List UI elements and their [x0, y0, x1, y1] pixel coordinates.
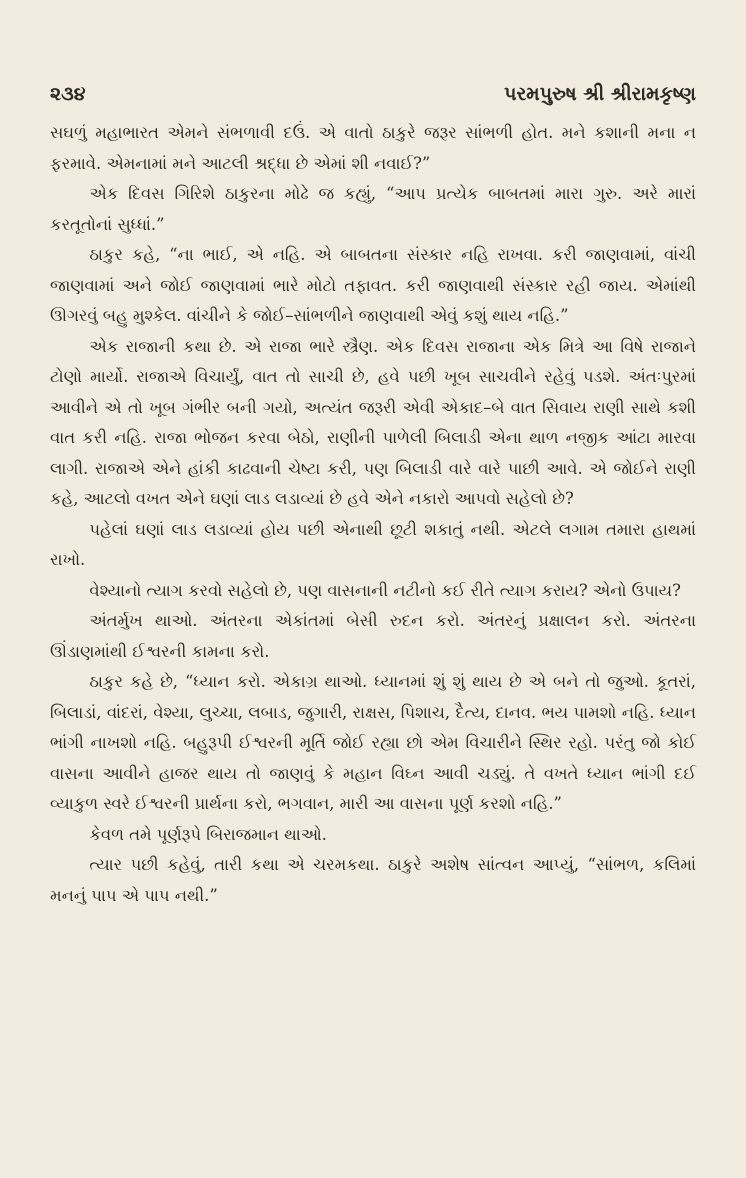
paragraph: સઘળું મહાભારત એમને સંભળાવી દઉં. એ વાતો ઠાકુરે જરૂર સાંભળી હોત. મને કશાની મના ન ફરમાવે. એમનામાં મને આટલી શ્રદ્ધા છે એમાં શી નવાઈ?” [50, 123, 696, 173]
paragraph: પહેલાં ઘણાં લાડ લડાવ્યાં હોય પછી એનાથી છૂટી શકાતું નથી. એટલે લગામ તમારા હાથમાં રાખો. [50, 519, 696, 569]
paragraph: ત્યાર પછી કહેવું, તારી કથા એ ચરમકથા. ઠાકુરે અશેષ સાંત્વન આપ્યું, “સાંભળ, કલિમાં મનનું પાપ એ પાપ નથી.” [50, 855, 696, 905]
paragraph: ઠાકુર કહે છે, “ધ્યાન કરો. એકાગ્ર થાઓ. ધ્યાનમાં શું શું થાય છે એ બને તો જુઓ. કૂતરાં, બિલાડાં, વાંદરાં, વેશ્યા, લુચ્ચા, લબાડ, જુગારી, રાક્ષસ, પિશાચ, દૈત્ય, દાનવ. ભય પામશો નહિ. ધ્યાન ભાંગી નાખશો નહિ. બહુરૂપી ઈશ્વરની મૂર્તિ જોઈ રહ્યા છો એમ વિચારીને સ્થિર રહો. પરંતુ જો કોઈ વાસના આવીને હાજર થાય તો જાણવું કે મહાન વિઘ્ન આવી ચડ્યું. તે વખતે ધ્યાન ભાંગી દઈ વ્યાકુળ સ્વરે ઈશ્વરની પ્રાર્થના કરો, ભગવાન, મારી આ વાસના પૂર્ણ કરશો નહિ.” [50, 672, 696, 813]
paragraph: ઠાકુર કહે, “ના ભાઈ, એ નહિ. એ બાબતના સંસ્કાર નહિ રાખવા. કરી જાણવામાં, વાંચી જાણવામાં અને જોઈ જાણવામાં ભારે મોટો તફાવત. કરી જાણવાથી સંસ્કાર રહી જાય. એમાંથી ઊગરવું બહુ મુશ્કેલ. વાંચીને કે જોઈ–સાંભળીને જાણવાથી એવું કશું થાય નહિ.” [50, 245, 696, 325]
paragraph: એક દિવસ ગિરિશે ઠાકુરના મોઢે જ કહ્યું, “આપ પ્રત્યેક બાબતમાં મારા ગુરુ. અરે મારાં કરતૂતોનાં સુધ્ધાં.” [50, 184, 696, 234]
paragraph: કેવળ તમે પૂર્ણરૂપે બિરાજમાન થાઓ. [89, 824, 327, 844]
paragraph: વેશ્યાનો ત્યાગ કરવો સહેલો છે, પણ વાસનાની નટીનો કઈ રીતે ત્યાગ કરાય? એનો ઉપાય? [89, 580, 681, 600]
paragraph: અંતર્મુખ થાઓ. અંતરના એકાંતમાં બેસી રુદન કરો. અંતરનું પ્રક્ષાલન કરો. અંતરના ઊંડાણમાંથી ઈશ્વરની કામના કરો. [50, 611, 696, 661]
page-body [50, 118, 696, 911]
paragraph: એક રાજાની કથા છે. એ રાજા ભારે સ્ત્રૈણ. એક દિવસ રાજાના એક મિત્રે આ વિષે રાજાને ટોણો માર્યો. રાજાએ વિચાર્યું, વાત તો સાચી છે, હવે પછી ખૂબ સાચવીને રહેવું પડશે. અંતઃપુરમાં આવીને એ તો ખૂબ ગંભીર બની ગયો, અત્યંત જરૂરી એવી એકાદ–બે વાત સિવાય રાણી સાથે કશી વાત કરી નહિ. રાજા ભોજન કરવા બેઠો, રાણીની પાળેલી બિલાડી એના થાળ નજીક આંટા મારવા લાગી. રાજાએ એને હાંકી કાઢવાની ચેષ્ટા કરી, પણ બિલાડી વારે વારે પાછી આવે. એ જોઈને રાણી કહે, આટલો વખત એને ઘણાં લાડ લડાવ્યાં છે હવે એને નકારો આપવો સહેલો છે? [50, 336, 696, 508]
running-title: પરમપુરુષ શ્રી શ્રીરામકૃષ્ણ [504, 83, 696, 105]
page-header [50, 78, 696, 110]
page-number: ૨૩૪ [50, 83, 86, 105]
